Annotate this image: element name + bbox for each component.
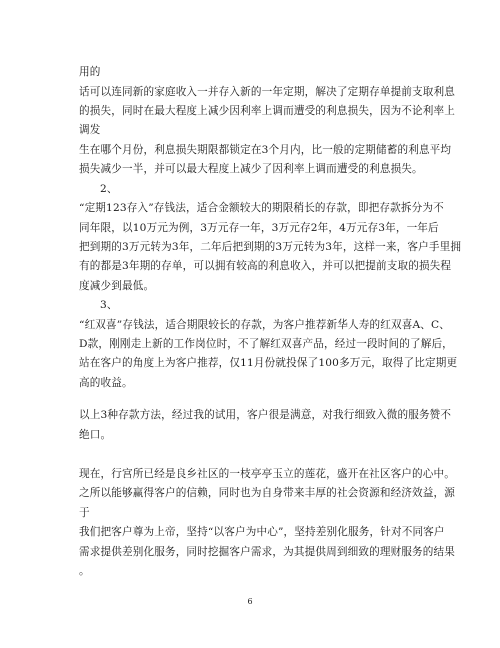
text-line: 绝口。 (79, 429, 112, 441)
text-line: 的损失，同时在最大程度上减少因利率上调而遭受的利息损失，因为不论利率上 (79, 105, 456, 117)
text-line: 用的 (79, 66, 101, 78)
text-line: 有的都是3年期的存单，可以拥有较高的利息收入，并可以把提前支取的损失程 (79, 260, 452, 272)
text-line: 站在客户的角度上为客户推荐，仅11月份就投保了100多万元，取得了比定期更 (79, 357, 458, 369)
text-line: 把到期的3万元转为3年，二年后把到期的3万元转为3年，这样一来，客户手里拥 (79, 241, 462, 253)
text-line: 生在哪个月份，利息损失期限都锁定在3个月内，比一般的定期储蓄的利息平均 (79, 144, 452, 156)
text-line: “定期123存入”存钱法，适合金额较大的期限稍长的存款，即把存款拆分为不 (79, 202, 444, 214)
section-number: 3、 (100, 299, 118, 311)
text-line: 以上3种存款方法，经过我的试用，客户很是满意，对我行细致入微的服务赞不 (79, 409, 452, 421)
page-number: 6 (247, 597, 253, 606)
text-line: 我们把客户尊为上帝，坚持“以客户为中心”，坚持差别化服务，针对不同客户 (79, 526, 445, 538)
text-line: D款，刚刚走上新的工作岗位时，不了解红双喜产品，经过一段时间的了解后， (79, 338, 453, 350)
text-line: 同年限，以10万元为例，3万元存一年，3万元存2年，4万元存3年，一年后 (79, 222, 439, 234)
text-line: 需求提供差别化服务，同时挖掘客户需求，为其提供周到细致的理财服务的结果 (79, 546, 456, 558)
section-number: 2、 (100, 183, 118, 195)
text-line: “红双喜”存钱法，适合期限较长的存款，为客户推荐新华人寿的红双喜A、C、 (79, 319, 450, 331)
text-line: 。 (79, 565, 90, 577)
text-line: 之所以能够赢得客户的信赖，同时也为自身带来丰厚的社会资源和经济效益，源 (79, 487, 456, 499)
text-line: 现在，行宫所已经是良乡社区的一枝亭亭玉立的莲花，盛开在社区客户的心中。 (79, 468, 456, 480)
text-line: 话可以连同新的家庭收入一并存入新的一年定期，解决了定期存单提前支取利息 (79, 86, 456, 98)
text-line: 度减少到最低。 (79, 280, 155, 292)
text-line: 高的收益。 (79, 377, 133, 389)
text-line: 调发 (79, 124, 101, 136)
text-line: 损失减少一半，并可以最大程度上减少了因利率上调而遭受的利息损失。 (79, 163, 423, 175)
text-line: 于 (79, 507, 90, 519)
